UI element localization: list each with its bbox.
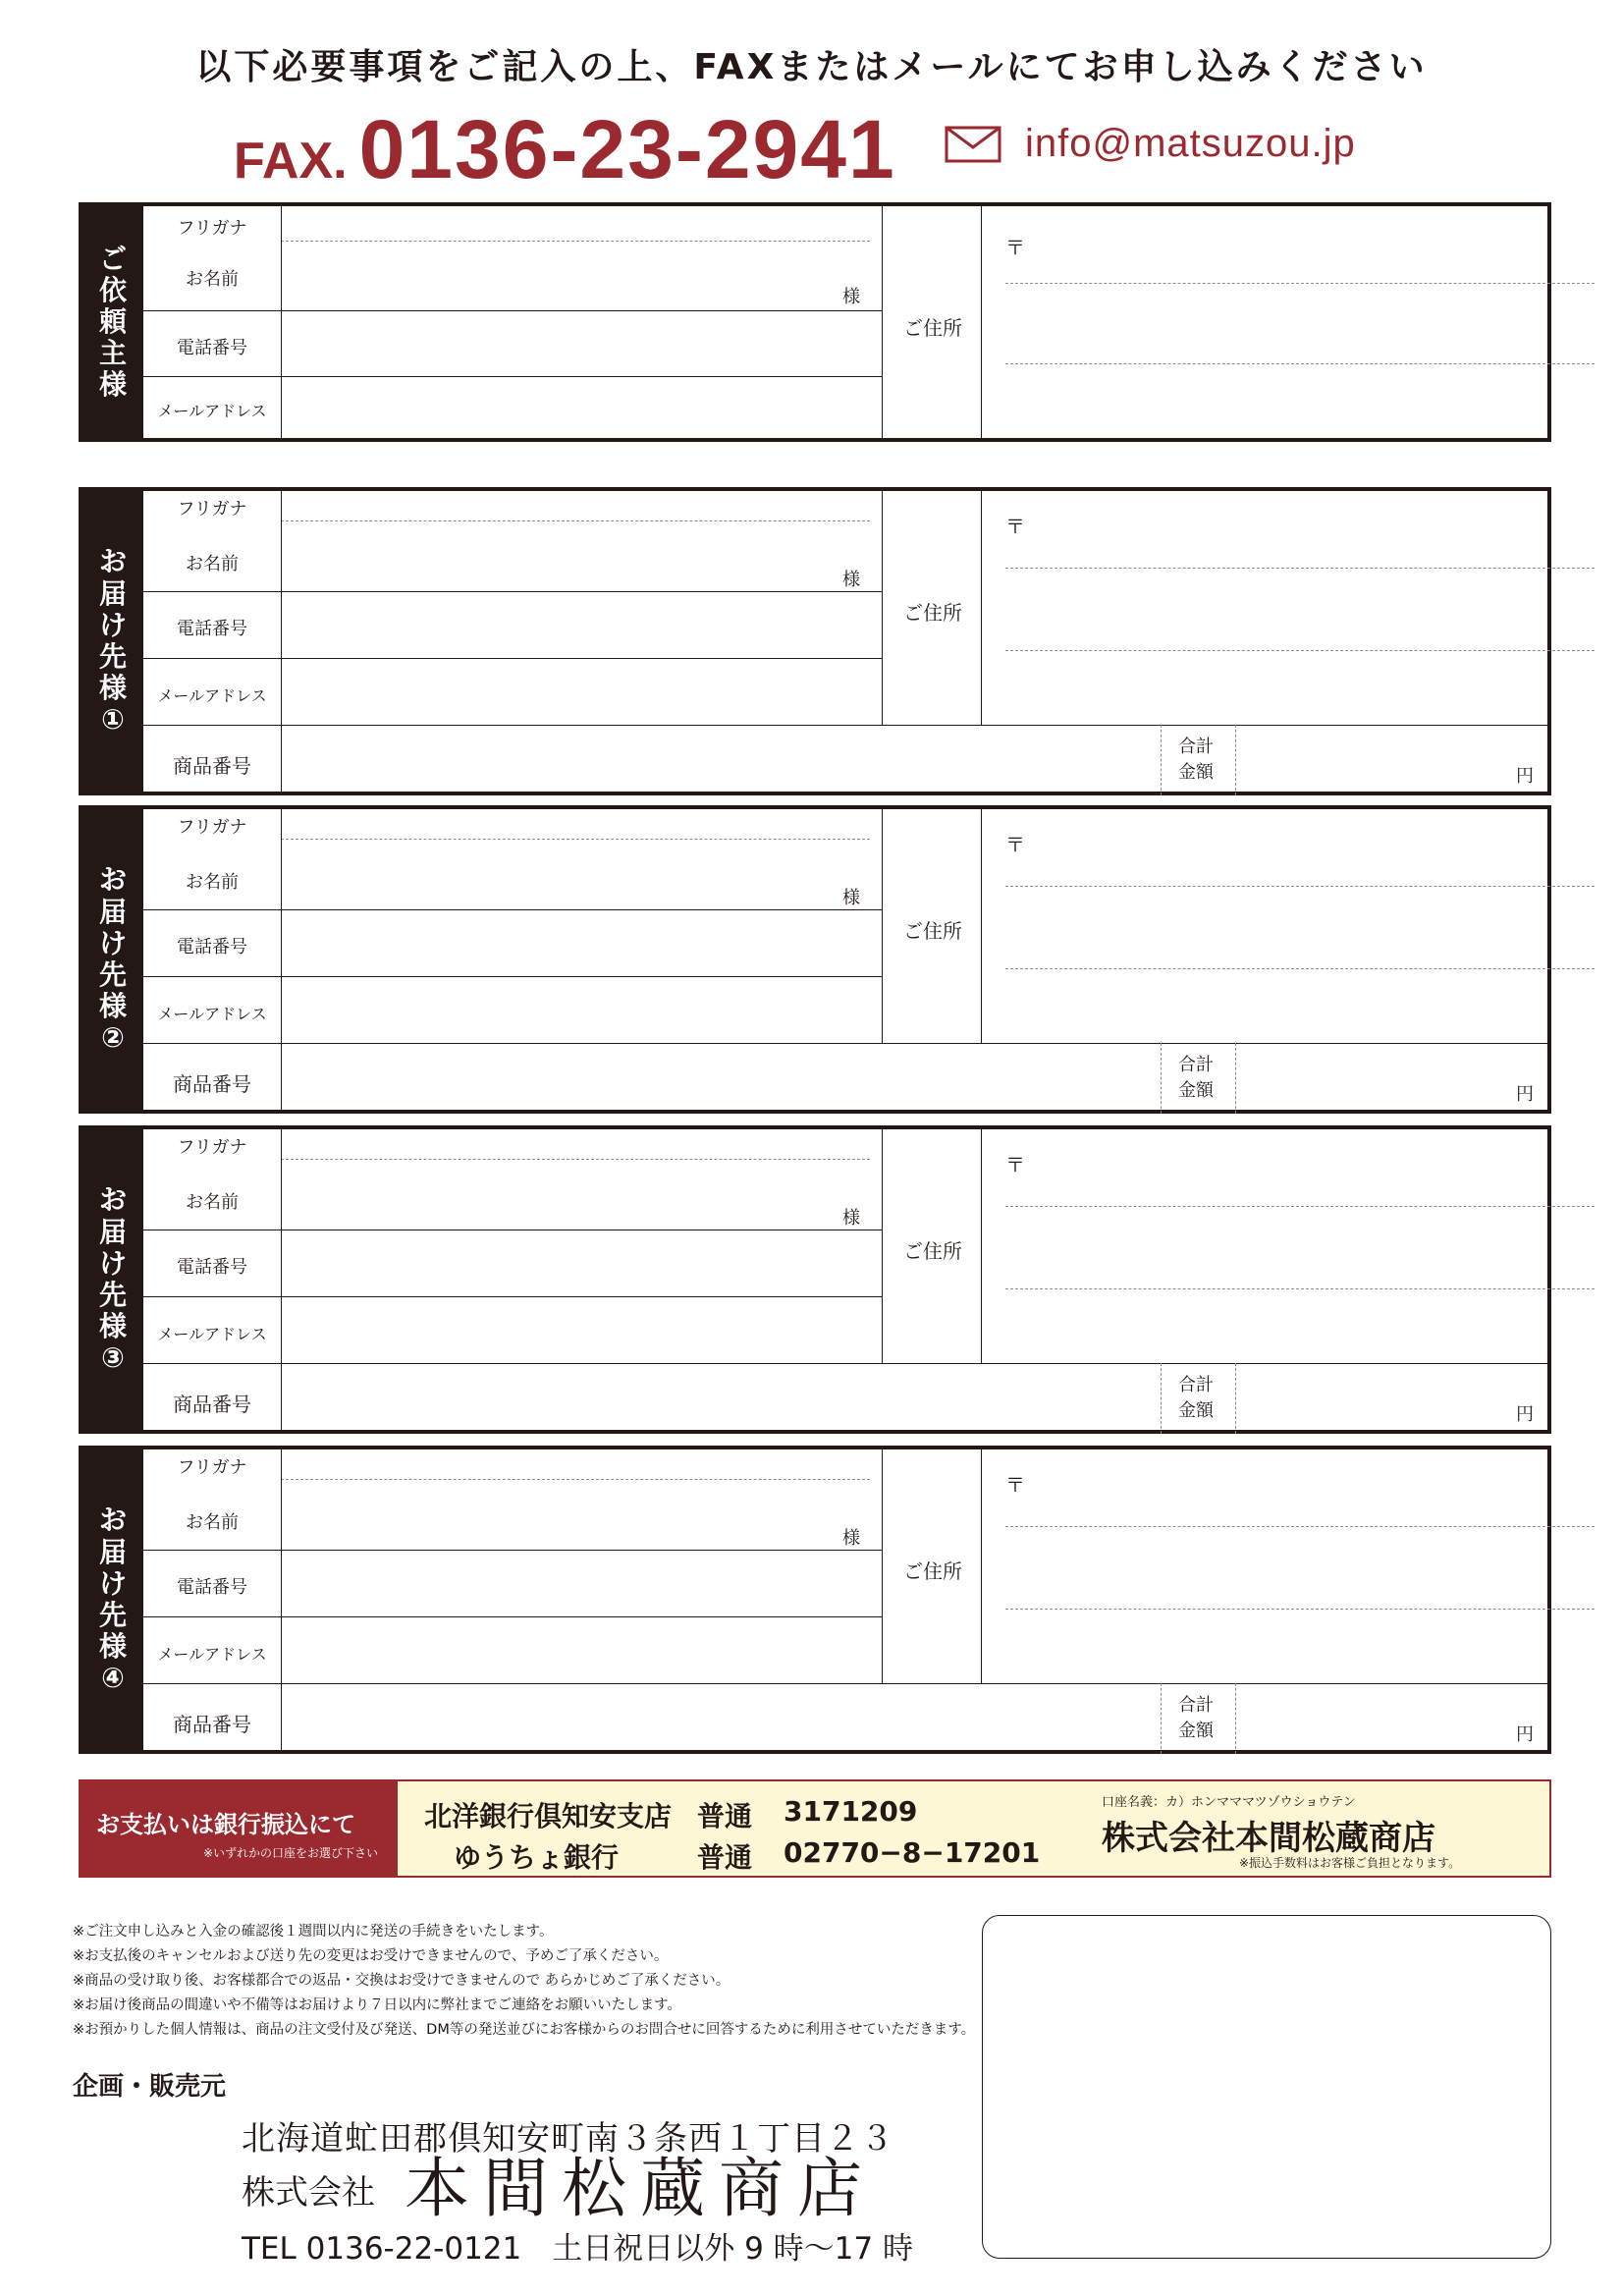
product-number-label: 商品番号: [173, 1393, 251, 1416]
company-tel[interactable]: TEL 0136-22-0121 土日祝日以外 9 時〜17 時: [242, 2231, 913, 2267]
fax-number[interactable]: 0136-23-2941: [358, 103, 896, 195]
payment-method-panel: [81, 1781, 398, 1876]
phone-label: 電話番号: [177, 1577, 247, 1598]
email-label: メールアドレス: [157, 1645, 267, 1664]
sama-label: 様: [842, 1208, 860, 1229]
email-label: メールアドレス: [157, 686, 267, 705]
zip-mark: 〒: [1005, 1153, 1025, 1176]
recipient-block-4: [79, 1446, 1551, 1754]
bank-name-2: ゆうちょ銀行: [454, 1841, 620, 1874]
furigana-label: フリガナ: [177, 499, 247, 519]
note-item: ※お支払後のキャンセルおよび送り先の変更はお受けできませんので、予めご了承ください。: [73, 1948, 669, 1964]
email-label: メールアドレス: [157, 402, 267, 420]
furigana-label: フリガナ: [177, 817, 247, 838]
total-amount-label: 合計 金額: [1178, 1055, 1214, 1102]
sama-label: 様: [842, 888, 860, 908]
company-prefix: 株式会社: [242, 2173, 375, 2213]
bank-name-1: 北洋銀行倶知安支店: [424, 1800, 673, 1832]
address-label: ご住所: [903, 1239, 962, 1263]
zip-mark: 〒: [1005, 833, 1025, 856]
recipient-block-2: [79, 805, 1551, 1114]
address-label: ご住所: [903, 1559, 962, 1583]
account-holder-kana: 口座名義：カ）ホンマママツゾウショウテン: [1102, 1795, 1356, 1810]
sama-label: 様: [842, 1528, 860, 1549]
sama-label: 様: [842, 570, 860, 590]
sama-label: 様: [842, 287, 860, 307]
page-headline: 以下必要事項をご記入の上、FAXまたはメールにてお申し込みください: [195, 47, 1428, 87]
furigana-label: フリガナ: [177, 1457, 247, 1478]
bank-account-1: 3171209: [784, 1795, 918, 1828]
company-name: 本間松蔵商店: [405, 2151, 876, 2226]
phone-label: 電話番号: [177, 619, 247, 639]
name-label: お名前: [186, 269, 239, 290]
total-amount-label: 合計 金額: [1178, 1695, 1214, 1742]
email-label: メールアドレス: [157, 1325, 267, 1343]
zip-mark: 〒: [1005, 236, 1025, 259]
name-label: お名前: [186, 872, 239, 893]
zip-mark: 〒: [1005, 515, 1025, 538]
fax-line: [234, 102, 896, 197]
bank-type-1: 普通: [697, 1800, 753, 1832]
product-number-label: 商品番号: [173, 1072, 251, 1096]
yen-label: 円: [1516, 1084, 1534, 1105]
product-number-label: 商品番号: [173, 1713, 251, 1736]
note-item: ※商品の受け取り後、お客様都合での返品・交換はお受けできませんので あらかじめご了承ください。: [73, 1973, 730, 1989]
email-line: [945, 122, 1356, 166]
notes-list: [73, 1920, 975, 2043]
memo-box: [982, 1915, 1551, 2259]
note-item: ※お預かりした個人情報は、商品の注文受付及び発送、DM等の発送並びにお客様からのお問合せに回答するために利用させていただきます。: [73, 2022, 976, 2038]
email-label: メールアドレス: [157, 1005, 267, 1023]
payment-note: ※いずれかの口座をお選び下さい: [202, 1846, 378, 1860]
company-address: 北海道虻田郡倶知安町南３条西１丁目２３: [242, 2119, 894, 2159]
name-label: お名前: [186, 554, 239, 574]
phone-label: 電話番号: [177, 1257, 247, 1278]
requester-side-label: ご 依 頼 主 様: [82, 206, 143, 438]
recipient-block-1: [79, 487, 1551, 795]
recipient-side-label-4: お 届 け 先 様 ④: [82, 1449, 143, 1750]
requester-block: [79, 202, 1551, 442]
seller-label: 企画・販売元: [73, 2072, 227, 2102]
transfer-fee-note: ※振込手数料はお客様ご負担となります。: [1239, 1856, 1461, 1870]
account-holder-name: 株式会社本間松蔵商店: [1102, 1819, 1435, 1858]
envelope-icon: [945, 126, 1001, 163]
total-amount-label: 合計 金額: [1178, 737, 1214, 784]
address-label: ご住所: [903, 919, 962, 943]
note-item: ※ご注文申し込みと入金の確認後１週間以内に発送の手続きをいたします。: [73, 1924, 554, 1940]
phone-label: 電話番号: [177, 937, 247, 957]
payment-title: お支払いは銀行振込にて: [96, 1811, 355, 1838]
product-number-label: 商品番号: [173, 754, 251, 778]
name-label: お名前: [186, 1512, 239, 1533]
note-item: ※お届け後商品の間違いや不備等はお届けより７日以内に弊社までご連絡をお願いいたします。: [73, 1997, 681, 2013]
bank-account-2: 02770−8−17201: [784, 1836, 1041, 1869]
zip-mark: 〒: [1005, 1473, 1025, 1497]
total-amount-label: 合計 金額: [1178, 1375, 1214, 1422]
recipient-side-label-1: お 届 け 先 様 ①: [82, 491, 143, 792]
furigana-label: フリガナ: [177, 1137, 247, 1158]
yen-label: 円: [1516, 1724, 1534, 1745]
email-address[interactable]: info@matsuzou.jp: [1025, 122, 1356, 165]
name-label: お名前: [186, 1192, 239, 1213]
bank-type-2: 普通: [697, 1841, 753, 1874]
yen-label: 円: [1516, 766, 1534, 787]
address-label: ご住所: [903, 316, 962, 340]
payment-banner: [79, 1779, 1551, 1878]
furigana-label: フリガナ: [177, 218, 247, 239]
recipient-side-label-2: お 届 け 先 様 ②: [82, 809, 143, 1110]
recipient-block-3: [79, 1125, 1551, 1434]
address-label: ご住所: [903, 601, 962, 625]
recipient-side-label-3: お 届 け 先 様 ③: [82, 1129, 143, 1430]
fax-label: FAX.: [234, 133, 348, 190]
yen-label: 円: [1516, 1404, 1534, 1425]
phone-label: 電話番号: [177, 338, 247, 358]
